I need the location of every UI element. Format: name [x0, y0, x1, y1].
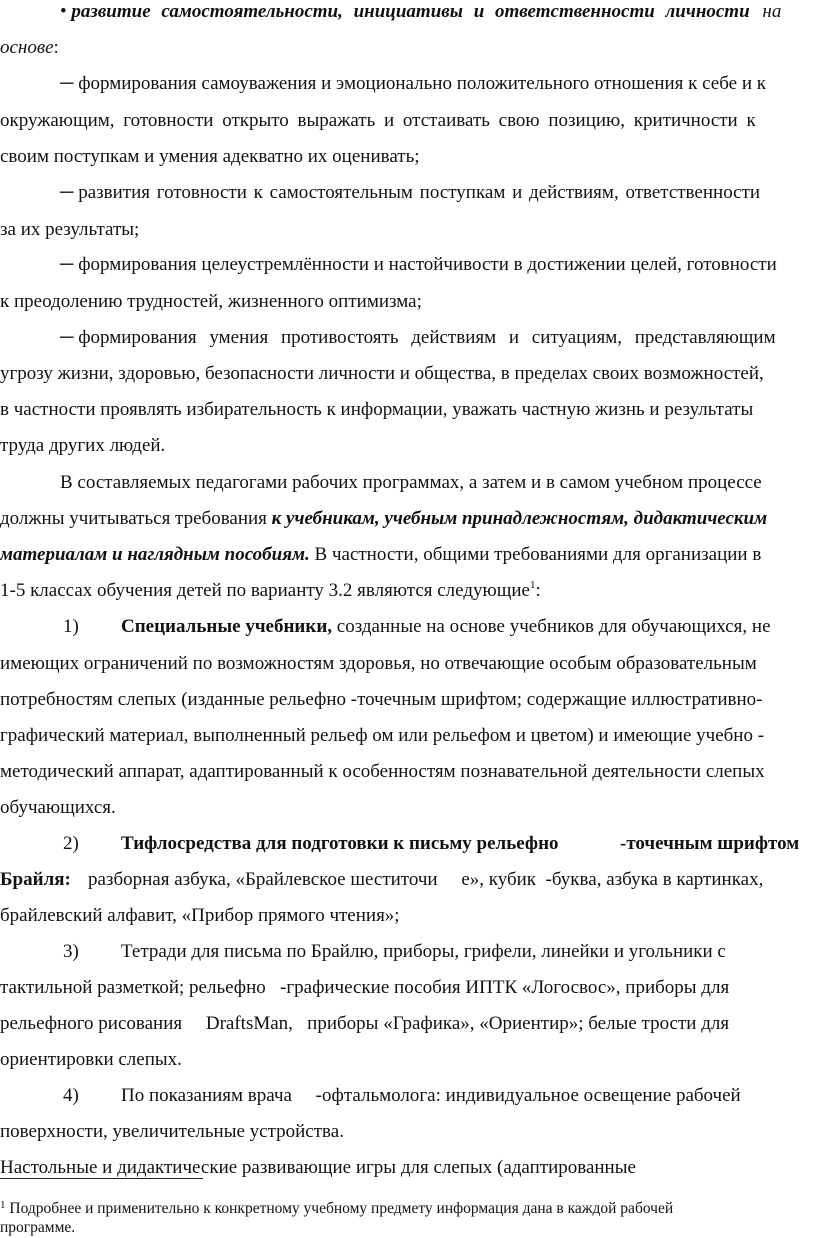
- bullet-line-1: [60, 2, 781, 21]
- list-item-1-line-5: методический аппарат, адаптированный к особенностям познавательной деятельности слепых: [0, 761, 765, 782]
- dash-item-1-line-3: своим поступкам и умения адекватно их оценивать;: [0, 146, 420, 167]
- dash-marker: ─: [60, 327, 74, 348]
- list-item-1-line-4: графический материал, выполненный рельеф ом или рельефом и цветом) и имеющие учебно -: [0, 725, 765, 746]
- list-item-3-line-3: рельефного рисования DraftsMan, приборы «Графика», «Ориентир»; белые трости для: [0, 1013, 730, 1034]
- dash-item-2-line-2: за их результаты;: [0, 219, 140, 240]
- list-item-3-line-2: тактильной разметкой; рельефно -графические пособия ИПТК «Логосвос», приборы для: [0, 977, 730, 998]
- footnote-line-2: программе.: [0, 1219, 76, 1236]
- footnote-mark: 1: [0, 1199, 6, 1211]
- last-line: Настольные и дидактические развивающие игры для слепых (адаптированные: [0, 1157, 636, 1178]
- dash-item-3-line-2: к преодолению трудностей, жизненного оптимизма;: [0, 291, 422, 312]
- dash-item-3-line-1: ─ формирования целеустремлённости и настойчивости в достижении целей, готовности: [60, 254, 777, 275]
- dash-item-4-line-4: труда других людей.: [0, 435, 166, 456]
- list-number: 2): [63, 833, 79, 854]
- list-item-1-line-2: имеющих ограничений по возможностям здоровья, но отвечающие особым образовательным: [0, 653, 757, 674]
- list-item-3-line-4: ориентировки слепых.: [0, 1049, 182, 1070]
- dash-item-2-line-1: ─ развития готовности к самостоятельным поступкам и действиям, ответственности: [60, 182, 761, 203]
- list-number: 3): [63, 941, 79, 962]
- dash-marker: ─: [60, 73, 74, 94]
- dash-item-4-line-3: в частности проявлять избирательность к информации, уважать частную жизнь и результаты: [0, 399, 754, 420]
- dash-item-1-line-1: ─ формирования самоуважения и эмоционально положительного отношения к себе и к: [60, 73, 766, 94]
- list-item-2-line-2: Брайля: разборная азбука, «Брайлевское шеститочи е», кубик -буква, азбука в картинках,: [0, 869, 764, 890]
- dash-marker: ─: [60, 182, 74, 203]
- list-item-2-line-3: брайлевский алфавит, «Прибор прямого чтения»;: [0, 905, 400, 926]
- list-item-4-line-2: поверхности, увеличительные устройства.: [0, 1121, 344, 1142]
- list-item-1-line-3: потребностям слепых (изданные рельефно -точечным шрифтом; содержащие иллюстративно-: [0, 689, 763, 710]
- para-line-4: 1-5 классах обучения детей по варианту 3.2 являются следующие$^1$:: [0, 579, 541, 601]
- list-number: 4): [63, 1085, 79, 1106]
- footnote-line-1: $^1$ Подробнее и применительно к конкретному учебному предмету информация дана в каждой рабочей: [0, 1199, 674, 1217]
- bullet-line-2: основе:: [0, 37, 59, 58]
- bullet-heading-tail: на: [762, 1, 782, 22]
- para-line-3: материалам и наглядным пособиям. В частности, общими требованиями для организации в: [0, 544, 762, 565]
- dash-marker: ─: [60, 254, 74, 275]
- list-item-1-line-6: обучающихся.: [0, 797, 116, 818]
- footnote-divider: [0, 1178, 203, 1179]
- dash-item-4-line-2: угрозу жизни, здоровью, безопасности личности и общества, в пределах своих возможностей,: [0, 363, 764, 384]
- dash-item-4-line-1: ─ формирования умения противостоять действиям и ситуациям, представляющим: [60, 327, 776, 348]
- bullet-marker: •: [60, 1, 67, 22]
- footnote-ref: 1: [529, 579, 536, 591]
- document-page: • развитие самостоятельности, инициативы и ответственности личности на основе: ─ формирования самоуважения и эмоционально положительного отношения к себе и к окружающим, готовности открыто выражать и отстаивать свою позицию, критичности к своим поступкам и умения адекватно их оценивать; ─ развития готовности к самостоятельным поступкам и действиям, ответственности за их результаты; ─ формирования целеустремлённости и настойчивости в достижении целей, готовности к преодолению трудностей, жизненного оптимизма; ─ формирования умения противостоять действиям и ситуациям, представляющим угрозу жизни, здоровью, безопасности личности и общества, в пределах своих возможностей, в частности проявлять избирательность к информации, уважать частную жизнь и результаты труда других людей. В составляемых педагогами рабочих программах, а затем и в самом учебном процессе должны учитываться требования к учебникам, учебным принадлежностям, дидактическим материалам и наглядным пособиям. В частности, общими требованиями для организации в 1-5 классах обучения детей по варианту 3.2 являются следующие$^1$: 1) Специальные учебники, созданные на основе учебников для обучающихся, не имеющих ограничений по возможностям здоровья, но отвечающие особым образовательным потребностям слепых (изданные рельефно -точечным шрифтом; содержащие иллюстративно- графический материал, выполненный рельеф ом или рельефом и цветом) и имеющие учебно - методический аппарат, адаптированный к особенностям познавательной деятельности слепых обучающихся. 2) Тифлосредства для подготовки к письму рельефно -точечным шрифтом Брайля: разборная азбука, «Брайлевское шеститочи е», кубик -буква, азбука в картинках, брайлевский алфавит, «Прибор прямого чтения»; 3) Тетради для письма по Брайлю, приборы, грифели, линейки и угольники с тактильной разметкой; рельефно -графические пособия ИПТК «Логосвос», приборы для рельефного рисования DraftsMan, приборы «Графика», «Ориентир»; белые трости для ориентировки слепых. 4) По показаниям врача -офтальмолога: индивидуальное освещение рабочей поверхности, увеличительные устройства. Настольные и дидактические развивающие игры для слепых (адаптированные $^1$ Подробнее и применительно к конкретному учебному предмету информация дана в каждой рабочей программе.: [0, 1, 800, 1236]
- list-number: 1): [63, 616, 79, 637]
- para-line-2: должны учитываться требования к учебникам, учебным принадлежностям, дидактическим: [0, 508, 768, 529]
- dash-item-1-line-2: окружающим, готовности открыто выражать и отстаивать свою позицию, критичности к: [0, 110, 756, 131]
- para-line-1: В составляемых педагогами рабочих программах, а затем и в самом учебном процессе: [60, 472, 762, 493]
- bullet-heading: развитие самостоятельности, инициативы и ответственности личности: [71, 1, 750, 22]
